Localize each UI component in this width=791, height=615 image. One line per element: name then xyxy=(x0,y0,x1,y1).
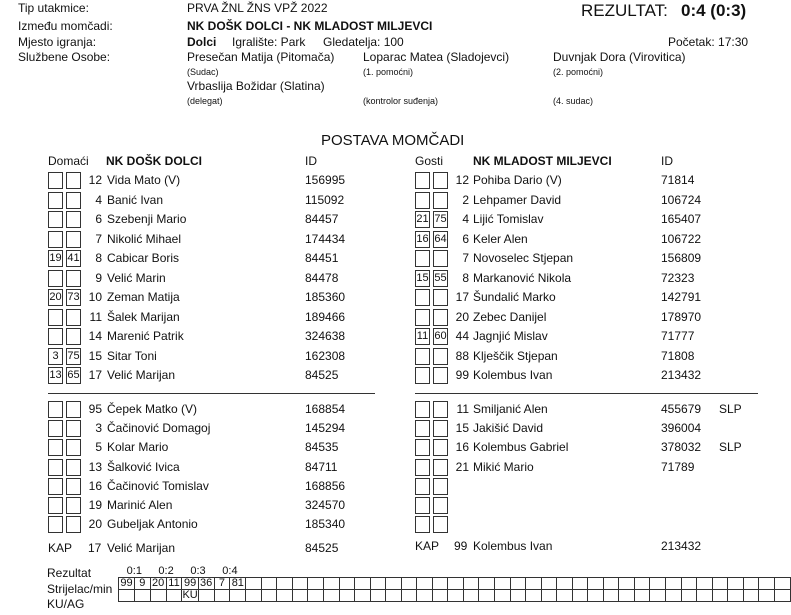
minute-box xyxy=(48,439,63,456)
kuag-cell: KU xyxy=(182,589,198,601)
scorer-cell xyxy=(774,578,790,590)
player-id: 142791 xyxy=(661,290,702,304)
player-name: Sitar Toni xyxy=(107,348,157,363)
minute-box: 16 xyxy=(415,231,430,248)
player-number: 9 xyxy=(95,270,102,285)
kuag-cell xyxy=(774,590,790,602)
kuag-cell xyxy=(572,590,588,602)
kuag-row xyxy=(119,590,791,602)
kuag-cell xyxy=(308,590,324,602)
player-name: Velić Marin xyxy=(107,270,166,285)
result-cell: 0:1 xyxy=(119,566,151,578)
away-side-label: Gosti xyxy=(415,154,444,168)
player-name: Zebec Danijel xyxy=(473,309,547,324)
sluzbene-label: Službene Osobe: xyxy=(18,50,111,64)
kuag-cell xyxy=(495,590,511,602)
mjesto-value: Dolci xyxy=(187,35,217,49)
minute-box xyxy=(433,478,448,495)
scorer-cell: 7 xyxy=(214,578,230,590)
official-name: Presečan Matija (Pitomača) xyxy=(187,50,335,64)
minute-box xyxy=(48,172,63,189)
player-id: 324638 xyxy=(305,329,346,343)
kuag-cell xyxy=(324,590,340,602)
scorer-cell: 20 xyxy=(151,577,165,589)
player-name: Kolembus Ivan xyxy=(473,368,553,382)
minute-box xyxy=(415,367,430,384)
player-id: 71814 xyxy=(661,173,695,187)
scorer-cell xyxy=(603,578,619,590)
official-name: Vrbaslija Božidar (Slatina) xyxy=(187,79,325,93)
mjesto-label: Mjesto igranja: xyxy=(18,35,97,49)
scorer-cell xyxy=(417,578,433,590)
kuag-cell xyxy=(198,590,214,602)
scorer-cell xyxy=(463,578,479,590)
minute-box xyxy=(415,516,430,533)
scorer-cell xyxy=(292,578,308,590)
tip-value: PRVA ŽNL ŽNS VPŽ 2022 xyxy=(187,1,328,15)
player-number: 3 xyxy=(95,421,102,436)
player-id: 156995 xyxy=(305,173,346,187)
minute-box: 64 xyxy=(433,231,448,248)
minute-box xyxy=(415,172,430,189)
player-number: 16 xyxy=(455,440,469,455)
scorer-cell: 11 xyxy=(166,578,182,590)
kuag-cell xyxy=(119,590,135,602)
kuag-cell xyxy=(150,590,166,602)
home-divider xyxy=(48,393,375,394)
player-number: 16 xyxy=(88,478,102,493)
kuag-cell xyxy=(541,590,557,602)
player-number: 95 xyxy=(88,402,102,416)
scorer-cell: 36 xyxy=(200,577,213,589)
minute-box xyxy=(48,497,63,514)
official-role: (2. pomoćni) xyxy=(553,67,604,77)
player-name: Zeman Matija xyxy=(107,290,180,304)
kuag-cell xyxy=(666,590,682,602)
minute-box: 19 xyxy=(48,250,63,267)
player-name: Banić Ivan xyxy=(107,192,164,207)
kuag-cell xyxy=(246,590,262,602)
player-number: 6 xyxy=(462,231,469,246)
player-name: Nikolić Mihael xyxy=(107,231,182,246)
kuag-cell xyxy=(479,590,495,602)
home-kap-num: 17 xyxy=(88,541,102,555)
minute-box: 20 xyxy=(48,289,63,306)
player-number: 7 xyxy=(95,231,102,246)
player-number: 17 xyxy=(455,290,469,304)
kuag-cell xyxy=(697,590,713,602)
scorer-cell xyxy=(743,578,759,590)
minute-box xyxy=(415,478,430,495)
scorer-cell xyxy=(572,578,588,590)
scorer-cell xyxy=(386,578,402,590)
minute-box xyxy=(48,459,63,476)
scorer-cell xyxy=(495,578,511,590)
player-number: 4 xyxy=(95,192,102,207)
scorer-cell xyxy=(308,578,324,590)
kuag-cell xyxy=(743,590,759,602)
kuag-cell xyxy=(526,590,542,602)
official-role: (kontrolor suđenja) xyxy=(363,96,439,106)
kuag-cell xyxy=(634,590,650,602)
tip-label: Tip utakmice: xyxy=(18,1,89,15)
kuag-cell xyxy=(214,590,230,602)
strijelac-row-label: Strijelac/min xyxy=(47,582,113,596)
player-name: Kolembus Gabriel xyxy=(473,440,569,455)
scorer-cell xyxy=(432,578,448,590)
home-kap-id: 84525 xyxy=(305,541,339,555)
kuag-cell xyxy=(134,590,150,602)
player-number: 21 xyxy=(455,459,469,474)
postava-title: POSTAVA MOMČADI xyxy=(321,132,465,149)
scorer-cell xyxy=(355,578,371,590)
player-number: 5 xyxy=(95,440,102,455)
rezultat-label: REZULTAT: xyxy=(581,1,668,20)
kuag-cell xyxy=(557,590,573,602)
izmedu-label: Između momčadi: xyxy=(18,19,113,33)
scorer-cell xyxy=(541,578,557,590)
minute-box: 75 xyxy=(66,348,81,365)
player-number: 15 xyxy=(88,348,102,363)
player-id: 84525 xyxy=(305,368,339,382)
rezultat-row-label: Rezultat xyxy=(47,566,92,580)
izmedu-value: NK DOŠK DOLCI - NK MLADOST MILJEVCI xyxy=(187,19,433,33)
home-kap-label: KAP xyxy=(48,541,73,555)
minute-box: 15 xyxy=(415,270,430,287)
scorer-cell xyxy=(650,578,666,590)
minute-box xyxy=(415,420,430,437)
player-id: 156809 xyxy=(661,251,702,265)
player-number: 11 xyxy=(456,402,469,416)
player-id: 71777 xyxy=(661,329,695,343)
kuag-cell xyxy=(603,590,619,602)
player-id: 396004 xyxy=(661,421,702,436)
official-role: (delegat) xyxy=(187,96,223,106)
scorer-cell xyxy=(370,578,386,590)
result-empty xyxy=(246,566,791,578)
away-kap-id: 213432 xyxy=(661,539,702,553)
player-name: Novoselec Stjepan xyxy=(473,251,574,265)
scorer-cell xyxy=(479,578,495,590)
player-id: 106722 xyxy=(661,231,702,246)
player-number: 99 xyxy=(455,368,469,382)
kuag-cell xyxy=(370,590,386,602)
minute-box xyxy=(48,231,63,248)
away-kap-name: Kolembus Ivan xyxy=(473,539,553,553)
scorer-cell xyxy=(557,578,573,590)
kuag-cell xyxy=(681,590,697,602)
scorer-cell: 99 xyxy=(182,578,198,590)
minute-box: 13 xyxy=(48,367,63,384)
minute-box: 41 xyxy=(66,250,81,267)
igraliste: Igralište: Park xyxy=(232,35,306,49)
minute-box xyxy=(415,401,430,418)
player-name: Klješčik Stjepan xyxy=(473,348,558,363)
player-id: 178970 xyxy=(661,309,702,324)
kuag-cell xyxy=(588,590,604,602)
player-name: Szebenji Mario xyxy=(107,212,187,226)
kuag-cell xyxy=(261,590,277,602)
player-name: Jakišić David xyxy=(473,421,544,436)
player-name: Vida Mato (V) xyxy=(107,173,181,187)
scorer-cell xyxy=(759,578,775,590)
minute-box xyxy=(48,328,63,345)
minute-box: 65 xyxy=(66,367,81,384)
player-id: 84457 xyxy=(305,212,339,226)
player-id: 84535 xyxy=(305,440,339,455)
away-divider xyxy=(415,393,758,394)
result-cell: 0:2 xyxy=(150,566,182,578)
player-number: 20 xyxy=(88,517,102,532)
scorer-cell xyxy=(712,578,728,590)
player-id: 189466 xyxy=(305,309,346,324)
kuag-cell xyxy=(759,590,775,602)
scorer-cell xyxy=(588,578,604,590)
player-id: 455679 xyxy=(661,402,702,416)
minute-box: 3 xyxy=(48,348,63,365)
player-name: Šalković Ivica xyxy=(107,459,180,474)
player-name: Čepek Matko (V) xyxy=(107,402,198,416)
result-cell: 0:3 xyxy=(182,566,214,578)
away-team-name: NK MLADOST MILJEVCI xyxy=(473,154,612,168)
player-name: Čačinović Tomislav xyxy=(107,478,209,493)
minute-box xyxy=(48,192,63,209)
player-number: 7 xyxy=(462,251,469,265)
player-number: 19 xyxy=(88,498,102,512)
kuag-cell xyxy=(386,590,402,602)
player-id: 174434 xyxy=(305,231,346,246)
player-name: Jagnjić Mislav xyxy=(473,329,548,343)
scorer-cell xyxy=(277,578,293,590)
official-name: Duvnjak Dora (Virovitica) xyxy=(553,50,686,64)
minute-box xyxy=(48,420,63,437)
player-number: 14 xyxy=(88,329,102,343)
minute-box xyxy=(48,211,63,228)
scorer-cell xyxy=(634,578,650,590)
kuag-cell xyxy=(339,590,355,602)
scorer-row xyxy=(119,578,791,590)
player-name: Keler Alen xyxy=(473,231,528,246)
player-number: 88 xyxy=(455,348,469,363)
rezultat-value: 0:4 (0:3) xyxy=(681,1,747,20)
home-kap-name: Velić Marijan xyxy=(107,541,176,555)
player-name: Lijić Tomislav xyxy=(473,212,544,226)
official-role: (Sudac) xyxy=(187,67,219,77)
player-id: 324570 xyxy=(305,498,346,512)
scorer-cell xyxy=(246,578,262,590)
result-cell: 0:4 xyxy=(214,566,246,578)
player-number: 44 xyxy=(455,329,469,343)
player-number: 8 xyxy=(95,251,102,265)
player-name: Marinić Alen xyxy=(107,498,173,512)
player-id: 72323 xyxy=(661,270,695,285)
player-number: 15 xyxy=(455,421,469,436)
away-kap-num: 99 xyxy=(454,539,468,553)
kuag-cell xyxy=(230,590,246,602)
kuag-cell xyxy=(619,590,635,602)
player-number: 13 xyxy=(88,459,102,474)
kuag-cell xyxy=(463,590,479,602)
minute-box xyxy=(415,192,430,209)
player-id: 168856 xyxy=(305,478,346,493)
minute-box xyxy=(415,348,430,365)
player-name: Mikić Mario xyxy=(473,459,534,474)
scorer-cell: 81 xyxy=(231,577,244,589)
minute-box xyxy=(48,478,63,495)
minute-box: 75 xyxy=(433,211,448,228)
minute-box: 55 xyxy=(433,270,448,287)
away-kap-label: KAP xyxy=(415,539,440,553)
player-name: Čačinović Domagoj xyxy=(107,421,211,436)
minute-box xyxy=(48,270,63,287)
kuag-cell xyxy=(650,590,666,602)
kuag-row-label: KU/AG xyxy=(47,597,85,611)
player-id: 162308 xyxy=(305,348,346,363)
player-id: 84478 xyxy=(305,270,339,285)
player-name: Lehpamer David xyxy=(473,192,562,207)
player-id: 185360 xyxy=(305,290,346,304)
home-team-name: NK DOŠK DOLCI xyxy=(106,154,202,168)
minute-box xyxy=(415,459,430,476)
player-tag: SLP xyxy=(719,440,742,455)
kuag-cell xyxy=(712,590,728,602)
gledatelja: Gledatelja: 100 xyxy=(323,35,404,49)
kuag-cell xyxy=(432,590,448,602)
player-id: 185340 xyxy=(305,517,346,532)
kuag-cell xyxy=(401,590,417,602)
kuag-cell xyxy=(417,590,433,602)
minute-box xyxy=(48,309,63,326)
official-role: (4. sudac) xyxy=(553,96,594,106)
player-number: 10 xyxy=(88,290,102,304)
player-number: 12 xyxy=(455,173,469,187)
player-id: 378032 xyxy=(661,440,702,455)
scorer-cell xyxy=(728,578,744,590)
kuag-cell xyxy=(728,590,744,602)
kuag-cell xyxy=(355,590,371,602)
player-id: 84451 xyxy=(305,251,339,265)
minute-box xyxy=(415,250,430,267)
scorer-cell xyxy=(619,578,635,590)
home-id-header: ID xyxy=(305,154,317,168)
player-id: 71808 xyxy=(661,348,695,363)
scorer-cell xyxy=(324,578,340,590)
player-number: 8 xyxy=(462,270,469,285)
minute-box xyxy=(415,497,430,514)
player-name: Kolar Mario xyxy=(107,440,169,455)
player-number: 17 xyxy=(88,368,102,382)
player-id: 71789 xyxy=(661,459,695,474)
minute-box xyxy=(433,516,448,533)
scorer-cell xyxy=(448,578,464,590)
player-number: 6 xyxy=(95,212,102,226)
player-name: Velić Marijan xyxy=(107,368,176,382)
kuag-cell xyxy=(510,590,526,602)
home-side-label: Domaći xyxy=(48,154,89,168)
minute-box xyxy=(48,401,63,418)
official-name: Loparac Matea (Sladojevci) xyxy=(363,50,510,64)
minute-box xyxy=(48,516,63,533)
player-name: Gubeljak Antonio xyxy=(107,517,198,532)
player-id: 145294 xyxy=(305,421,346,436)
kuag-cell xyxy=(448,590,464,602)
kuag-cell xyxy=(277,590,293,602)
minute-box xyxy=(415,309,430,326)
pocetak: Početak: 17:30 xyxy=(668,35,749,49)
official-role: (1. pomoćni) xyxy=(363,67,414,77)
minute-box: 73 xyxy=(66,289,81,306)
player-id: 84711 xyxy=(305,459,338,474)
player-number: 4 xyxy=(462,212,469,226)
player-id: 115092 xyxy=(305,192,345,207)
scorer-cell xyxy=(697,578,713,590)
scorer-cell: 9 xyxy=(134,578,150,590)
kuag-cell xyxy=(166,590,182,602)
kuag-cell xyxy=(292,590,308,602)
scorer-cell xyxy=(526,578,542,590)
player-name: Pohiba Dario (V) xyxy=(473,173,562,187)
scorer-cell xyxy=(401,578,417,590)
minute-box xyxy=(415,439,430,456)
player-name: Šalek Marijan xyxy=(107,309,180,324)
scorer-cell xyxy=(339,578,355,590)
scorer-cell xyxy=(681,578,697,590)
player-id: 106724 xyxy=(661,192,702,207)
player-id: 165407 xyxy=(661,212,702,226)
player-number: 11 xyxy=(89,309,102,324)
minute-box: 21 xyxy=(415,211,430,228)
player-tag: SLP xyxy=(719,402,742,416)
result-grid xyxy=(118,566,791,602)
minute-box: 60 xyxy=(433,328,448,345)
scorer-cell: 99 xyxy=(120,577,133,589)
player-name: Cabicar Boris xyxy=(107,251,180,265)
player-id: 213432 xyxy=(661,368,702,382)
scorer-cell xyxy=(510,578,526,590)
player-name: Šundalić Marko xyxy=(473,290,556,304)
scorer-cell xyxy=(666,578,682,590)
scorer-cell xyxy=(261,578,277,590)
minute-box xyxy=(415,289,430,306)
player-id: 168854 xyxy=(305,402,346,416)
player-number: 12 xyxy=(88,173,102,187)
minute-box xyxy=(433,497,448,514)
player-name: Markanović Nikola xyxy=(473,270,572,285)
player-number: 2 xyxy=(462,192,469,207)
player-name: Marenić Patrik xyxy=(107,329,184,343)
away-id-header: ID xyxy=(661,154,673,168)
minute-box: 11 xyxy=(415,328,430,345)
result-row xyxy=(119,566,791,578)
player-name: Smiljanić Alen xyxy=(473,402,548,416)
player-number: 20 xyxy=(455,309,469,324)
